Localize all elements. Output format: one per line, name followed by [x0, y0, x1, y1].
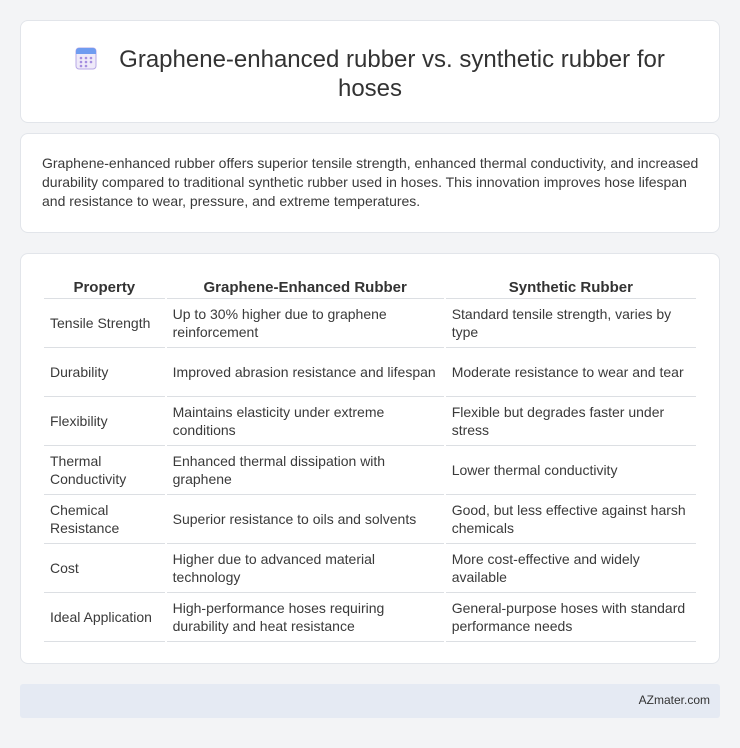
synthetic-cell: Good, but less effective against harsh chemicals: [446, 495, 696, 544]
table-row: [44, 593, 696, 642]
comparison-table-card: [20, 253, 720, 664]
calendar-icon: [75, 46, 97, 70]
synthetic-cell: Lower thermal conductivity: [446, 446, 696, 495]
synthetic-cell: More cost-effective and widely available: [446, 544, 696, 593]
table-row: [44, 299, 696, 348]
description-text: Graphene-enhanced rubber offers superior tensile strength, enhanced thermal conductivity, and increased durability compared to traditional synthetic rubber used in hoses. This innovation improves hose lifespan and resistance to wear, pressure, and extreme temperatures.: [42, 155, 699, 209]
synthetic-cell: Moderate resistance to wear and tear: [446, 348, 696, 397]
synthetic-cell: Flexible but degrades faster under stress: [446, 397, 696, 446]
footer-brand-link[interactable]: AZmater.com: [638, 693, 710, 707]
property-cell: Ideal Application: [44, 593, 165, 642]
graphene-cell: Up to 30% higher due to graphene reinforcement: [167, 299, 444, 348]
column-header-property: Property: [44, 276, 165, 299]
table-row: [44, 446, 696, 495]
synthetic-cell: Standard tensile strength, varies by type: [446, 299, 696, 348]
synthetic-cell: General-purpose hoses with standard performance needs: [446, 593, 696, 642]
column-header-graphene: Graphene-Enhanced Rubber: [167, 276, 444, 299]
property-cell: Chemical Resistance: [44, 495, 165, 544]
page-title: Graphene-enhanced rubber vs. synthetic rubber for hoses: [119, 46, 665, 102]
graphene-cell: Enhanced thermal dissipation with graphene: [167, 446, 444, 495]
description-card: [20, 133, 720, 233]
table-header-row: [44, 276, 696, 299]
column-header-synthetic: Synthetic Rubber: [446, 276, 696, 299]
property-cell: Tensile Strength: [44, 299, 165, 348]
comparison-table: [42, 276, 698, 642]
table-row: [44, 397, 696, 446]
graphene-cell: High-performance hoses requiring durability and heat resistance: [167, 593, 444, 642]
graphene-cell: Improved abrasion resistance and lifespan: [167, 348, 444, 397]
table-row: [44, 495, 696, 544]
graphene-cell: Superior resistance to oils and solvents: [167, 495, 444, 544]
property-cell: Flexibility: [44, 397, 165, 446]
property-cell: Cost: [44, 544, 165, 593]
title-card: [20, 20, 720, 123]
property-cell: Durability: [44, 348, 165, 397]
page-title-wrapper: [21, 45, 719, 103]
graphene-cell: Maintains elasticity under extreme conditions: [167, 397, 444, 446]
footer-bar: [20, 684, 720, 718]
graphene-cell: Higher due to advanced material technology: [167, 544, 444, 593]
table-row: [44, 544, 696, 593]
property-cell: Thermal Conductivity: [44, 446, 165, 495]
table-row: [44, 348, 696, 397]
